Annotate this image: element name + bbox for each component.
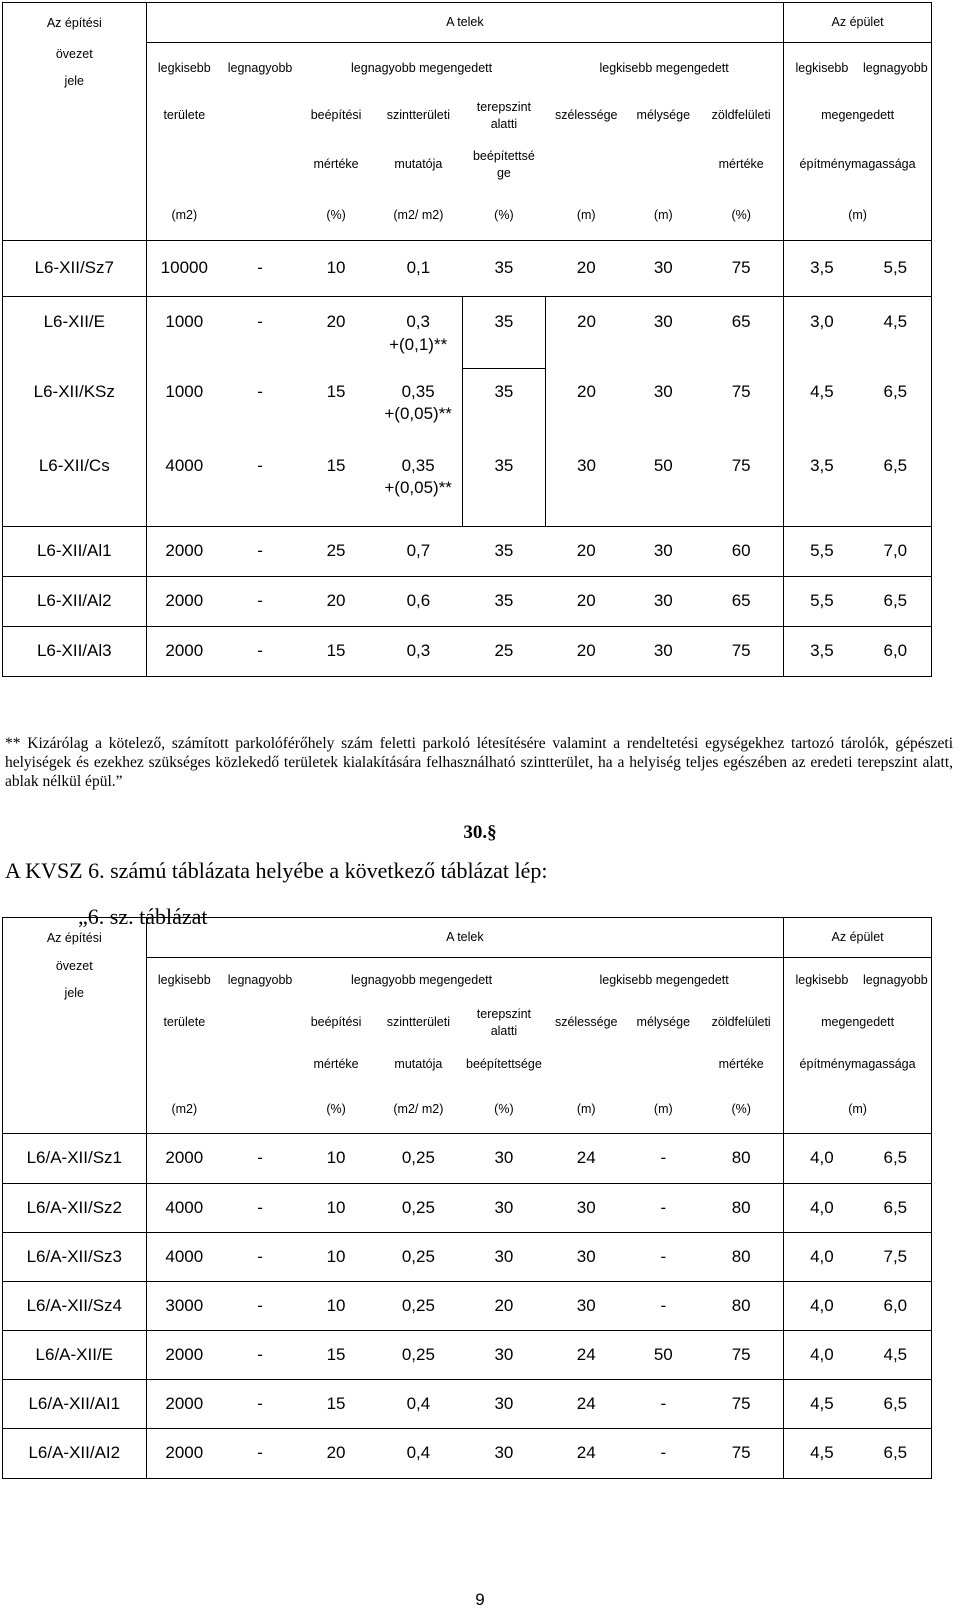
table-row: L6-XII/Sz7 10000 - 10 0,1 35 20 30 75 3,5 5,5 — [3, 241, 932, 297]
col-min-allowed-label: legkisebb megengedett — [545, 958, 784, 1002]
col-built-measure-label: mértéke — [313, 1057, 359, 1072]
table-row: L6-XII/Cs 4000 - 15 0,35 +(0,05)** 35 30 50 75 3,5 6,5 — [3, 443, 932, 527]
col-building-max-label: legnagyobb — [860, 43, 932, 93]
table-row: L6-XII/Al3 2000 - 15 0,3 25 20 30 75 3,5 6,0 — [3, 627, 932, 677]
zone-header: Az építési — [3, 3, 147, 43]
col-green-measure-label: mértéke — [699, 1044, 783, 1086]
table-row: L6/A-XII/E 2000 - 15 0,25 30 24 50 75 4,0 4,5 — [3, 1331, 932, 1380]
table-row: L6-XII/E 1000 - 20 0,3 +(0,1)** 35 20 30 65 3,0 4,5 — [3, 297, 932, 369]
table-2-body — [3, 1134, 932, 1479]
col-underground-label: terepszint alatti — [476, 100, 531, 131]
unit-floor: (m2/ m2) — [374, 1086, 463, 1134]
footnote: ** Kizárólag a kötelező, számított parkolóférőhely szám feletti parkoló létesítésére valamint a rendeltetési egységekhez tartozó tárolók, gépészeti helyiségek és ezekhez szükséges közlekedő területek kialakítására felhasználható szintterület, ha a helyiség teljes egészében az eredeti terepszint alatt, ablak nélkül épül.” — [5, 735, 953, 790]
unit-depth: (m) — [627, 1086, 699, 1134]
col-floor-label: szintterületi — [386, 1015, 451, 1030]
zone-code: L6/A-XII/Sz2 — [3, 1184, 147, 1233]
col-max-label: legnagyobb — [222, 43, 298, 93]
col-underground-built-label: beépítettsége — [466, 1057, 542, 1072]
zone-code: L6-XII/E — [3, 297, 147, 369]
unit-floor: (m2/ m2) — [374, 191, 463, 241]
unit-green: (%) — [699, 191, 783, 241]
col-depth-label: mélysége — [636, 108, 691, 123]
col-area-label: területe — [146, 1002, 222, 1044]
zone-code: L6-XII/Al1 — [3, 527, 147, 577]
zone-code: L6-XII/Cs — [3, 443, 147, 527]
col-building-min-label: legkisebb — [784, 43, 860, 93]
table-row: L6/A-XII/Sz4 3000 - 10 0,25 20 30 - 80 4,0 6,0 — [3, 1282, 932, 1331]
table-1-body — [3, 241, 932, 677]
zone-header-cont: övezet jele — [3, 43, 147, 93]
col-built-measure-label: mértéke — [313, 157, 359, 172]
epulet-group-header: Az épület — [784, 918, 932, 958]
col-height-label: építménymagassága — [784, 1044, 932, 1086]
col-width-label: szélessége — [554, 1015, 618, 1030]
unit-built: (%) — [298, 191, 374, 241]
col-height-allowed-label: megengedett — [784, 93, 932, 139]
table-row: L6-XII/Al2 2000 - 20 0,6 35 20 30 65 5,5 6,5 — [3, 577, 932, 627]
zone-code: L6/A-XII/E — [3, 1331, 147, 1380]
table-name: „6. sz. táblázat — [78, 904, 208, 929]
col-green-label: zöldfelületi — [699, 93, 783, 139]
unit-built: (%) — [298, 1086, 374, 1134]
zoning-table-1 — [2, 2, 932, 677]
col-height-label: építménymagassága — [784, 139, 932, 191]
unit-width: (m) — [545, 191, 627, 241]
telek-group-header: A telek — [146, 918, 784, 958]
table-2-header — [3, 918, 932, 1134]
table-row: L6-XII/Al1 2000 - 25 0,7 35 20 30 60 5,5 7,0 — [3, 527, 932, 577]
zone-code: L6/A-XII/AI2 — [3, 1429, 147, 1479]
unit-underground: (%) — [463, 191, 545, 241]
unit-green: (%) — [699, 1086, 783, 1134]
zone-code: L6/A-XII/Sz3 — [3, 1233, 147, 1282]
col-max-allowed-label: legnagyobb megengedett — [298, 43, 545, 93]
table-row: L6-XII/KSz 1000 - 15 0,35 +(0,05)** 35 20 30 75 4,5 6,5 — [3, 369, 932, 443]
col-building-max-label: legnagyobb — [860, 958, 932, 1002]
epulet-group-header: Az épület — [784, 3, 932, 43]
col-area-label: területe — [146, 93, 222, 139]
col-built-label: beépítési — [310, 1015, 362, 1030]
col-min-label: legkisebb — [146, 958, 222, 1002]
unit-height: (m) — [784, 191, 932, 241]
col-depth-label: mélysége — [636, 1015, 691, 1030]
table-row: L6/A-XII/AI1 2000 - 15 0,4 30 24 - 75 4,5 6,5 — [3, 1380, 932, 1429]
col-min-label: legkisebb — [146, 43, 222, 93]
zone-code: L6-XII/KSz — [3, 369, 147, 443]
intro-text: A KVSZ 6. számú táblázata helyébe a következő táblázat lép: — [5, 858, 548, 883]
table-row: L6/A-XII/Sz3 4000 - 10 0,25 30 30 - 80 4,0 7,5 — [3, 1233, 932, 1282]
zone-code: L6/A-XII/AI1 — [3, 1380, 147, 1429]
col-green-measure-label: mértéke — [699, 139, 783, 191]
unit-width: (m) — [545, 1086, 627, 1134]
table-row: L6/A-XII/AI2 2000 - 20 0,4 30 24 - 75 4,5 6,5 — [3, 1429, 932, 1479]
table-row: L6/A-XII/Sz2 4000 - 10 0,25 30 30 - 80 4,0 6,5 — [3, 1184, 932, 1233]
col-min-allowed-label: legkisebb megengedett — [545, 43, 784, 93]
col-built-label: beépítési — [310, 108, 362, 123]
unit-depth: (m) — [627, 191, 699, 241]
col-floor-index-label: mutatója — [394, 157, 443, 172]
col-building-min-label: legkisebb — [784, 958, 860, 1002]
unit-area: (m2) — [146, 1086, 222, 1134]
zone-code: L6/A-XII/Sz1 — [3, 1134, 147, 1184]
col-green-label: zöldfelületi — [699, 1002, 783, 1044]
table-1-header — [3, 3, 932, 241]
table-row: L6/A-XII/Sz1 2000 - 10 0,25 30 24 - 80 4,0 6,5 — [3, 1134, 932, 1184]
zone-code: L6-XII/Sz7 — [3, 241, 147, 297]
unit-height: (m) — [784, 1086, 932, 1134]
zone-code: L6-XII/Al3 — [3, 627, 147, 677]
zone-code: L6-XII/Al2 — [3, 577, 147, 627]
zone-code: L6/A-XII/Sz4 — [3, 1282, 147, 1331]
col-underground-built-label: beépítettsé ge — [472, 149, 535, 180]
paragraph-number: 30.§ — [463, 822, 497, 843]
telek-group-header: A telek — [146, 3, 784, 43]
zoning-table-2 — [2, 917, 932, 1479]
col-underground-label: terepszint alatti — [476, 1007, 531, 1038]
col-width-label: szélessége — [554, 108, 618, 123]
page-number: 9 — [475, 1590, 485, 1609]
col-floor-index-label: mutatója — [394, 1057, 443, 1072]
col-height-allowed-label: megengedett — [784, 1002, 932, 1044]
col-floor-label: szintterületi — [386, 108, 451, 123]
col-max-allowed-label: legnagyobb megengedett — [298, 958, 545, 1002]
unit-underground: (%) — [463, 1086, 545, 1134]
unit-area: (m2) — [146, 191, 222, 241]
col-max-label: legnagyobb — [222, 958, 298, 1002]
zone-header-cont: övezet jele — [3, 958, 147, 1002]
zone-header: Az építési — [3, 918, 147, 958]
